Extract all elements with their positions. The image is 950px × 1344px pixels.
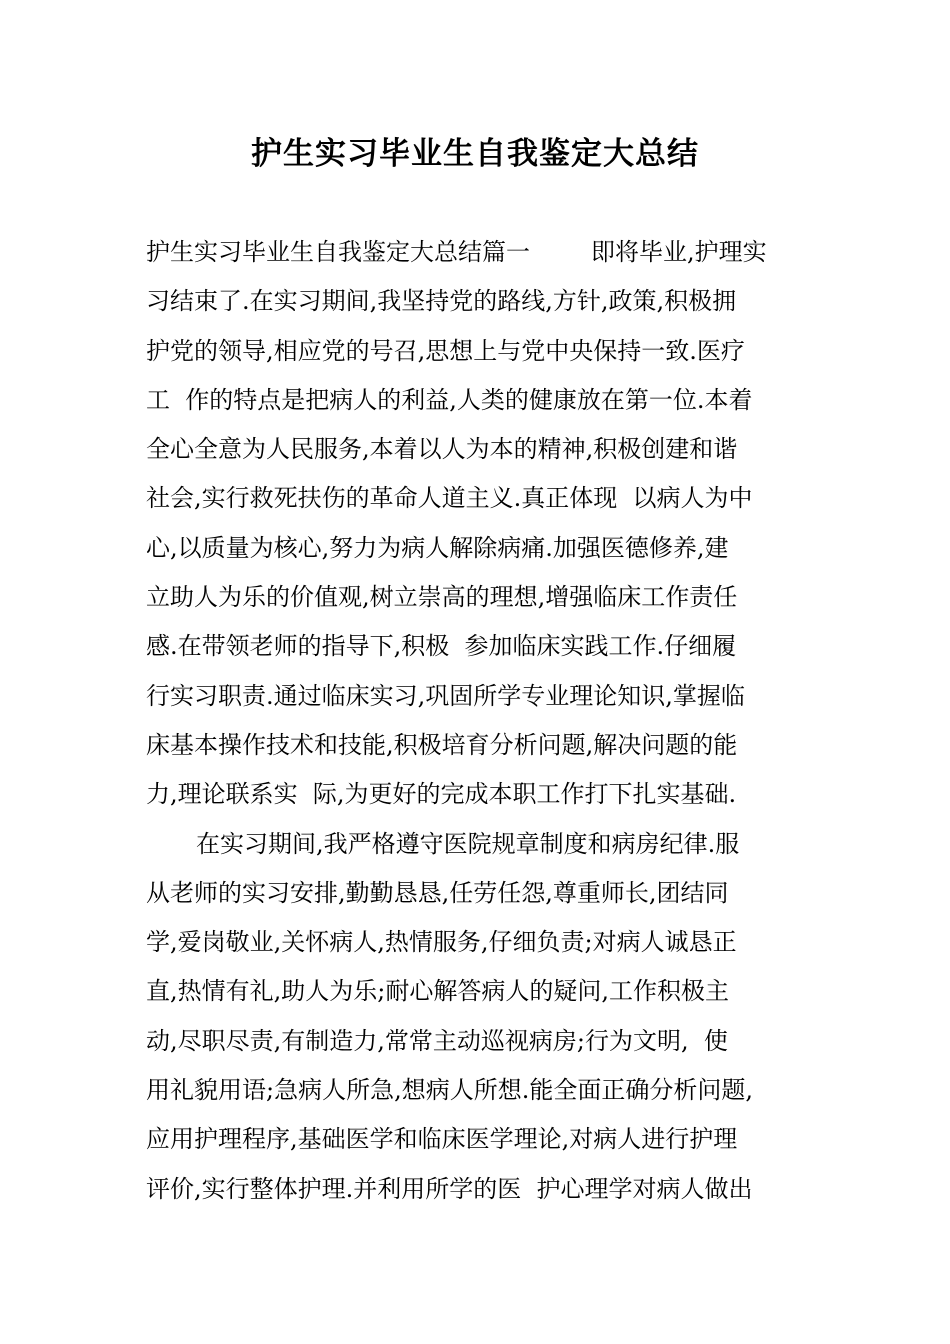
body-line: 在实习期间,我严格遵守医院规章制度和病房纪律.服	[196, 829, 740, 858]
body-line: 护党的领导,相应党的号召,思想上与党中央保持一致.医疗	[146, 336, 745, 365]
body-line: 习结束了.在实习期间,我坚持党的路线,方针,政策,积极拥	[146, 287, 737, 316]
body-line: 评价,实行整体护理.并利用所学的医 护心理学对病人做出	[146, 1174, 753, 1203]
body-line: 立助人为乐的价值观,树立崇高的理想,增强临床工作责任	[146, 583, 738, 612]
body-line: 行实习职责.通过临床实习,巩固所学专业理论知识,掌握临	[146, 681, 745, 710]
body-line: 工 作的特点是把病人的利益,人类的健康放在第一位.本着	[146, 385, 753, 414]
document-title: 护生实习毕业生自我鉴定大总结	[251, 136, 699, 172]
document-body	[146, 228, 818, 1214]
body-line: 床基本操作技术和技能,积极培育分析问题,解决问题的能	[146, 730, 738, 759]
body-line: 社会,实行救死扶伤的革命人道主义.真正体现 以病人为中	[146, 484, 753, 513]
body-line: 动,尽职尽责,有制造力,常常主动巡视病房;行为文明, 使	[146, 1026, 728, 1055]
body-line: 力,理论联系实 际,为更好的完成本职工作打下扎实基础.	[146, 780, 737, 809]
body-line: 护生实习毕业生自我鉴定大总结篇一 即将毕业,护理实	[146, 238, 767, 266]
body-line: 心,以质量为核心,努力为病人解除病痛.加强医德修养,建	[146, 533, 729, 562]
body-line: 学,爱岗敬业,关怀病人,热情服务,仔细负责;对病人诚恳正	[146, 928, 737, 957]
body-line: 从老师的实习安排,勤勤恳恳,任劳任怨,尊重师长,团结同	[146, 878, 729, 907]
body-line: 全心全意为人民服务,本着以人为本的精神,积极创建和谐	[146, 435, 738, 464]
body-line: 用礼貌用语;急病人所急,想病人所想.能全面正确分析问题,	[146, 1076, 753, 1105]
body-line: 感.在带领老师的指导下,积极 参加临床实践工作.仔细履	[146, 632, 737, 661]
body-line: 应用护理程序,基础医学和临床医学理论,对病人进行护理	[146, 1125, 738, 1154]
body-line: 直,热情有礼,助人为乐;耐心解答病人的疑问,工作积极主	[146, 977, 729, 1006]
